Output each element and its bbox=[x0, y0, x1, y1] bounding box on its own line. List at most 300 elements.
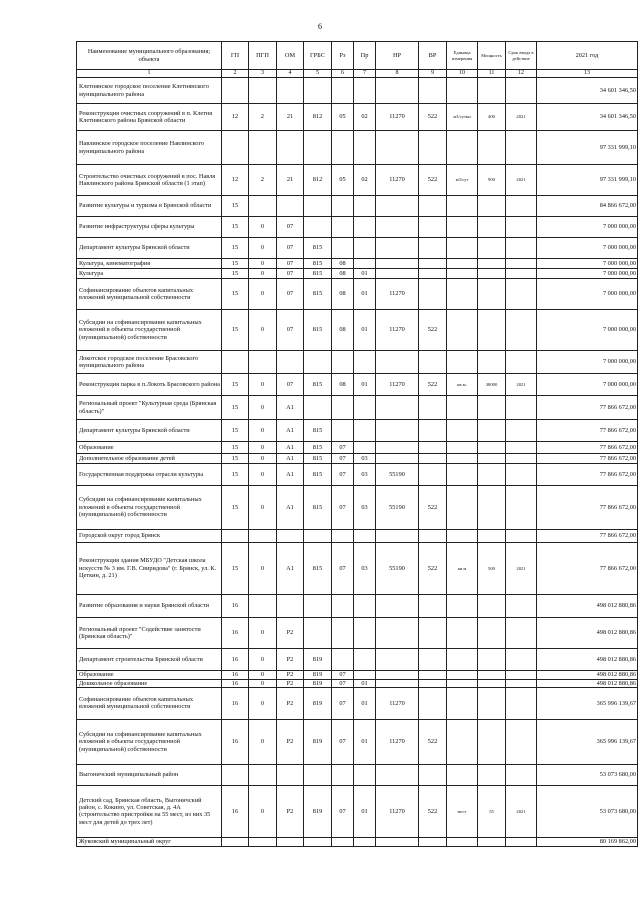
table-row bbox=[77, 78, 638, 104]
column-number: 4 bbox=[277, 70, 304, 78]
rz-code-cell: 07 bbox=[332, 454, 354, 464]
om-code-cell bbox=[277, 351, 304, 374]
capacity-cell: 900 bbox=[478, 165, 506, 196]
object-name-cell: Реконструкция парка в п.Локоть Брасовского района bbox=[77, 374, 222, 396]
pr-code-cell: 01 bbox=[354, 269, 376, 279]
unit-cell bbox=[447, 238, 478, 259]
pr-code-cell: 01 bbox=[354, 785, 376, 837]
table-row bbox=[77, 486, 638, 530]
pr-code-cell bbox=[354, 671, 376, 679]
table-row bbox=[77, 687, 638, 719]
column-number: 11 bbox=[478, 70, 506, 78]
rz-code-cell: 07 bbox=[332, 719, 354, 764]
vr-code-cell: 522 bbox=[419, 310, 447, 351]
object-name-cell: Государственная поддержка отрасли культуры bbox=[77, 464, 222, 486]
om-code-cell: P2 bbox=[277, 687, 304, 719]
vr-code-cell bbox=[419, 442, 447, 454]
nr-code-cell bbox=[376, 649, 419, 671]
amount-2021-cell: 77 866 672,00 bbox=[537, 530, 638, 543]
vr-code-cell bbox=[419, 78, 447, 104]
amount-2021-cell: 97 331 999,10 bbox=[537, 131, 638, 165]
grbs-code-cell: 815 bbox=[304, 259, 332, 269]
rz-code-cell bbox=[332, 238, 354, 259]
rz-code-cell: 08 bbox=[332, 259, 354, 269]
grbs-code-cell bbox=[304, 351, 332, 374]
object-name-cell: Дошкольное образование bbox=[77, 679, 222, 687]
gp-code-cell: 16 bbox=[222, 679, 249, 687]
amount-2021-cell: 498 012 880,86 bbox=[537, 595, 638, 618]
nr-code-cell bbox=[376, 764, 419, 785]
column-header: Пр bbox=[354, 42, 376, 70]
column-header: Мощность bbox=[478, 42, 506, 70]
commission-year-cell bbox=[506, 442, 537, 454]
vr-code-cell: 522 bbox=[419, 104, 447, 131]
capacity-cell bbox=[478, 351, 506, 374]
unit-cell: кв.м. bbox=[447, 374, 478, 396]
om-code-cell: A1 bbox=[277, 454, 304, 464]
grbs-code-cell: 815 bbox=[304, 454, 332, 464]
table-row bbox=[77, 374, 638, 396]
vr-code-cell bbox=[419, 687, 447, 719]
table-row bbox=[77, 454, 638, 464]
capacity-cell bbox=[478, 618, 506, 649]
pr-code-cell: 01 bbox=[354, 310, 376, 351]
unit-cell bbox=[447, 687, 478, 719]
amount-2021-cell: 34 601 346,50 bbox=[537, 78, 638, 104]
amount-2021-cell: 77 866 672,00 bbox=[537, 396, 638, 420]
grbs-code-cell bbox=[304, 396, 332, 420]
pgp-code-cell: 0 bbox=[249, 259, 277, 269]
pr-code-cell: 01 bbox=[354, 687, 376, 719]
object-name-cell: Региональный проект "Содействие занятости (Брянская область)" bbox=[77, 618, 222, 649]
object-name-cell: Департамент строительства Брянской области bbox=[77, 649, 222, 671]
nr-code-cell bbox=[376, 131, 419, 165]
pgp-code-cell: 0 bbox=[249, 679, 277, 687]
capacity-cell bbox=[478, 679, 506, 687]
amount-2021-cell: 53 073 680,00 bbox=[537, 785, 638, 837]
pgp-code-cell: 0 bbox=[249, 442, 277, 454]
capacity-cell bbox=[478, 530, 506, 543]
pr-code-cell bbox=[354, 351, 376, 374]
om-code-cell bbox=[277, 764, 304, 785]
table-row bbox=[77, 420, 638, 442]
commission-year-cell bbox=[506, 764, 537, 785]
capacity-cell: 55 bbox=[478, 785, 506, 837]
nr-code-cell bbox=[376, 196, 419, 217]
column-number: 12 bbox=[506, 70, 537, 78]
nr-code-cell: 55190 bbox=[376, 486, 419, 530]
nr-code-cell bbox=[376, 530, 419, 543]
om-code-cell: P2 bbox=[277, 679, 304, 687]
commission-year-cell bbox=[506, 649, 537, 671]
amount-2021-cell: 7 000 000,00 bbox=[537, 238, 638, 259]
rz-code-cell: 07 bbox=[332, 464, 354, 486]
nr-code-cell bbox=[376, 217, 419, 238]
nr-code-cell bbox=[376, 78, 419, 104]
pgp-code-cell: 0 bbox=[249, 269, 277, 279]
capacity-cell bbox=[478, 442, 506, 454]
object-name-cell: Образование bbox=[77, 671, 222, 679]
column-number: 2 bbox=[222, 70, 249, 78]
pgp-code-cell: 0 bbox=[249, 310, 277, 351]
column-header: НР bbox=[376, 42, 419, 70]
nr-code-cell bbox=[376, 259, 419, 269]
gp-code-cell: 15 bbox=[222, 442, 249, 454]
vr-code-cell bbox=[419, 196, 447, 217]
amount-2021-cell: 77 866 672,00 bbox=[537, 420, 638, 442]
nr-code-cell: 11270 bbox=[376, 279, 419, 310]
pr-code-cell: 02 bbox=[354, 165, 376, 196]
unit-cell bbox=[447, 618, 478, 649]
amount-2021-cell: 77 866 672,00 bbox=[537, 543, 638, 595]
object-name-cell: Субсидии на софинансирование капитальных вложений в объекты государственной (муниципальной) собственности bbox=[77, 719, 222, 764]
gp-code-cell bbox=[222, 530, 249, 543]
pgp-code-cell: 0 bbox=[249, 238, 277, 259]
rz-code-cell bbox=[332, 217, 354, 238]
table-row bbox=[77, 217, 638, 238]
gp-code-cell: 16 bbox=[222, 719, 249, 764]
table-row bbox=[77, 679, 638, 687]
pgp-code-cell bbox=[249, 196, 277, 217]
pgp-code-cell bbox=[249, 78, 277, 104]
column-header: 2021 год bbox=[537, 42, 638, 70]
pgp-code-cell: 2 bbox=[249, 165, 277, 196]
pr-code-cell: 03 bbox=[354, 454, 376, 464]
table-row bbox=[77, 543, 638, 595]
column-header: ГП bbox=[222, 42, 249, 70]
amount-2021-cell: 498 012 880,86 bbox=[537, 671, 638, 679]
amount-2021-cell: 7 000 000,00 bbox=[537, 259, 638, 269]
table-row bbox=[77, 269, 638, 279]
object-name-cell: Клетнянское городское поселение Клетнянского муниципального района bbox=[77, 78, 222, 104]
page-number: 6 bbox=[318, 22, 322, 31]
commission-year-cell bbox=[506, 530, 537, 543]
commission-year-cell bbox=[506, 464, 537, 486]
rz-code-cell: 08 bbox=[332, 279, 354, 310]
unit-cell bbox=[447, 217, 478, 238]
om-code-cell bbox=[277, 131, 304, 165]
grbs-code-cell: 819 bbox=[304, 679, 332, 687]
pr-code-cell bbox=[354, 420, 376, 442]
om-code-cell: 07 bbox=[277, 310, 304, 351]
pgp-code-cell: 0 bbox=[249, 671, 277, 679]
amount-2021-cell: 7 000 000,00 bbox=[537, 279, 638, 310]
gp-code-cell: 15 bbox=[222, 454, 249, 464]
gp-code-cell: 16 bbox=[222, 671, 249, 679]
gp-code-cell: 16 bbox=[222, 618, 249, 649]
amount-2021-cell: 84 866 672,00 bbox=[537, 196, 638, 217]
pgp-code-cell: 0 bbox=[249, 687, 277, 719]
commission-year-cell bbox=[506, 837, 537, 846]
commission-year-cell bbox=[506, 310, 537, 351]
table-row bbox=[77, 530, 638, 543]
column-number: 6 bbox=[332, 70, 354, 78]
capacity-cell bbox=[478, 238, 506, 259]
capacity-cell bbox=[478, 420, 506, 442]
grbs-code-cell: 815 bbox=[304, 442, 332, 454]
gp-code-cell bbox=[222, 351, 249, 374]
vr-code-cell bbox=[419, 351, 447, 374]
vr-code-cell: 522 bbox=[419, 165, 447, 196]
capacity-cell bbox=[478, 269, 506, 279]
amount-2021-cell: 498 012 880,86 bbox=[537, 618, 638, 649]
table-row bbox=[77, 442, 638, 454]
unit-cell bbox=[447, 279, 478, 310]
grbs-code-cell: 815 bbox=[304, 374, 332, 396]
pr-code-cell: 03 bbox=[354, 486, 376, 530]
unit-cell bbox=[447, 595, 478, 618]
column-number: 10 bbox=[447, 70, 478, 78]
nr-code-cell bbox=[376, 420, 419, 442]
pgp-code-cell bbox=[249, 530, 277, 543]
grbs-code-cell: 819 bbox=[304, 785, 332, 837]
unit-cell: м3/сут bbox=[447, 165, 478, 196]
pgp-code-cell bbox=[249, 595, 277, 618]
unit-cell: кв.м bbox=[447, 543, 478, 595]
nr-code-cell: 11270 bbox=[376, 719, 419, 764]
commission-year-cell bbox=[506, 595, 537, 618]
commission-year-cell bbox=[506, 78, 537, 104]
unit-cell bbox=[447, 671, 478, 679]
rz-code-cell: 08 bbox=[332, 269, 354, 279]
grbs-code-cell: 815 bbox=[304, 269, 332, 279]
table-row bbox=[77, 165, 638, 196]
column-header: ОМ bbox=[277, 42, 304, 70]
rz-code-cell bbox=[332, 131, 354, 165]
object-name-cell: Выгоничский муниципальный район bbox=[77, 764, 222, 785]
capacity-cell bbox=[478, 396, 506, 420]
pgp-code-cell: 0 bbox=[249, 719, 277, 764]
pr-code-cell: 01 bbox=[354, 679, 376, 687]
gp-code-cell: 15 bbox=[222, 259, 249, 269]
pr-code-cell bbox=[354, 217, 376, 238]
commission-year-cell bbox=[506, 486, 537, 530]
column-number: 13 bbox=[537, 70, 638, 78]
pgp-code-cell: 0 bbox=[249, 374, 277, 396]
commission-year-cell bbox=[506, 196, 537, 217]
nr-code-cell: 11270 bbox=[376, 165, 419, 196]
header-row bbox=[77, 42, 638, 70]
table-row bbox=[77, 764, 638, 785]
unit-cell bbox=[447, 310, 478, 351]
vr-code-cell bbox=[419, 464, 447, 486]
object-name-cell: Локотское городское поселение Брасовского муниципального района bbox=[77, 351, 222, 374]
commission-year-cell bbox=[506, 671, 537, 679]
nr-code-cell bbox=[376, 351, 419, 374]
gp-code-cell bbox=[222, 764, 249, 785]
object-name-cell: Софинансирование объектов капитальных вложений муниципальной собственности bbox=[77, 687, 222, 719]
om-code-cell: A1 bbox=[277, 442, 304, 454]
grbs-code-cell: 815 bbox=[304, 310, 332, 351]
pgp-code-cell: 0 bbox=[249, 785, 277, 837]
gp-code-cell: 12 bbox=[222, 104, 249, 131]
vr-code-cell bbox=[419, 671, 447, 679]
rz-code-cell bbox=[332, 530, 354, 543]
grbs-code-cell: 815 bbox=[304, 543, 332, 595]
amount-2021-cell: 498 012 880,86 bbox=[537, 649, 638, 671]
pr-code-cell bbox=[354, 238, 376, 259]
capacity-cell bbox=[478, 649, 506, 671]
nr-code-cell bbox=[376, 454, 419, 464]
om-code-cell: 07 bbox=[277, 238, 304, 259]
nr-code-cell bbox=[376, 679, 419, 687]
capacity-cell bbox=[478, 687, 506, 719]
capacity-cell bbox=[478, 719, 506, 764]
commission-year-cell bbox=[506, 420, 537, 442]
capacity-cell bbox=[478, 671, 506, 679]
nr-code-cell: 55190 bbox=[376, 543, 419, 595]
vr-code-cell bbox=[419, 764, 447, 785]
commission-year-cell: 2021 bbox=[506, 543, 537, 595]
om-code-cell: A1 bbox=[277, 396, 304, 420]
pgp-code-cell: 0 bbox=[249, 217, 277, 238]
commission-year-cell bbox=[506, 238, 537, 259]
unit-cell: мест bbox=[447, 785, 478, 837]
gp-code-cell bbox=[222, 837, 249, 846]
pr-code-cell bbox=[354, 764, 376, 785]
pr-code-cell: 01 bbox=[354, 279, 376, 310]
om-code-cell: 07 bbox=[277, 374, 304, 396]
vr-code-cell bbox=[419, 420, 447, 442]
unit-cell bbox=[447, 464, 478, 486]
table-row bbox=[77, 104, 638, 131]
pgp-code-cell bbox=[249, 351, 277, 374]
commission-year-cell bbox=[506, 687, 537, 719]
rz-code-cell bbox=[332, 78, 354, 104]
column-number: 1 bbox=[77, 70, 222, 78]
object-name-cell: Субсидии на софинансирование капитальных вложений в объекты государственной (муниципальной) собственности bbox=[77, 486, 222, 530]
vr-code-cell bbox=[419, 649, 447, 671]
amount-2021-cell: 80 169 862,00 bbox=[537, 837, 638, 846]
unit-cell bbox=[447, 719, 478, 764]
gp-code-cell: 15 bbox=[222, 464, 249, 486]
amount-2021-cell: 53 073 680,00 bbox=[537, 764, 638, 785]
object-name-cell: Развитие образования и науки Брянской области bbox=[77, 595, 222, 618]
column-header: ВР bbox=[419, 42, 447, 70]
object-name-cell: Департамент культуры Брянской области bbox=[77, 238, 222, 259]
pr-code-cell bbox=[354, 131, 376, 165]
rz-code-cell: 05 bbox=[332, 165, 354, 196]
gp-code-cell: 15 bbox=[222, 217, 249, 238]
column-header: ПГП bbox=[249, 42, 277, 70]
gp-code-cell bbox=[222, 78, 249, 104]
capacity-cell bbox=[478, 486, 506, 530]
vr-code-cell bbox=[419, 131, 447, 165]
object-name-cell: Жуковский муниципальный округ bbox=[77, 837, 222, 846]
pgp-code-cell: 0 bbox=[249, 618, 277, 649]
capacity-cell bbox=[478, 78, 506, 104]
pr-code-cell: 03 bbox=[354, 543, 376, 595]
nr-code-cell: 11270 bbox=[376, 374, 419, 396]
column-number-row bbox=[77, 70, 638, 78]
vr-code-cell bbox=[419, 837, 447, 846]
column-number: 7 bbox=[354, 70, 376, 78]
pgp-code-cell: 0 bbox=[249, 543, 277, 595]
object-name-cell: Детский сад, Брянская область, Выгоничский район, с. Кокино, ул. Советская, д. 4А (строительство пристройки на 55 мест, из них 35 мест для детей до трех лет) bbox=[77, 785, 222, 837]
grbs-code-cell: 819 bbox=[304, 649, 332, 671]
object-name-cell: Субсидии на софинансирование капитальных вложений в объекты государственной (муниципальной) собственности bbox=[77, 310, 222, 351]
pgp-code-cell: 0 bbox=[249, 420, 277, 442]
table-row bbox=[77, 259, 638, 269]
grbs-code-cell: 819 bbox=[304, 719, 332, 764]
object-name-cell: Департамент культуры Брянской области bbox=[77, 420, 222, 442]
grbs-code-cell bbox=[304, 530, 332, 543]
pgp-code-cell bbox=[249, 837, 277, 846]
capacity-cell bbox=[478, 259, 506, 269]
pr-code-cell bbox=[354, 78, 376, 104]
table-row bbox=[77, 196, 638, 217]
grbs-code-cell bbox=[304, 78, 332, 104]
table-body bbox=[77, 78, 638, 847]
om-code-cell: P2 bbox=[277, 719, 304, 764]
unit-cell bbox=[447, 269, 478, 279]
capacity-cell: 400 bbox=[478, 104, 506, 131]
column-header: Срок ввода в действие bbox=[506, 42, 537, 70]
pr-code-cell bbox=[354, 196, 376, 217]
vr-code-cell: 522 bbox=[419, 486, 447, 530]
pgp-code-cell bbox=[249, 764, 277, 785]
table-row bbox=[77, 238, 638, 259]
table-row bbox=[77, 279, 638, 310]
commission-year-cell bbox=[506, 396, 537, 420]
unit-cell bbox=[447, 530, 478, 543]
grbs-code-cell: 819 bbox=[304, 687, 332, 719]
pr-code-cell bbox=[354, 396, 376, 420]
grbs-code-cell bbox=[304, 764, 332, 785]
capacity-cell bbox=[478, 217, 506, 238]
table-row bbox=[77, 131, 638, 165]
commission-year-cell bbox=[506, 259, 537, 269]
unit-cell bbox=[447, 442, 478, 454]
table-row bbox=[77, 396, 638, 420]
gp-code-cell: 15 bbox=[222, 486, 249, 530]
rz-code-cell bbox=[332, 351, 354, 374]
om-code-cell bbox=[277, 196, 304, 217]
pgp-code-cell: 0 bbox=[249, 464, 277, 486]
unit-cell bbox=[447, 764, 478, 785]
om-code-cell bbox=[277, 837, 304, 846]
pgp-code-cell: 0 bbox=[249, 486, 277, 530]
amount-2021-cell: 7 000 000,00 bbox=[537, 374, 638, 396]
pr-code-cell bbox=[354, 837, 376, 846]
om-code-cell: 07 bbox=[277, 279, 304, 310]
amount-2021-cell: 498 012 880,86 bbox=[537, 679, 638, 687]
commission-year-cell: 2021 bbox=[506, 165, 537, 196]
unit-cell bbox=[447, 679, 478, 687]
pr-code-cell: 01 bbox=[354, 719, 376, 764]
capacity-cell: 38000 bbox=[478, 374, 506, 396]
gp-code-cell: 15 bbox=[222, 543, 249, 595]
grbs-code-cell bbox=[304, 217, 332, 238]
vr-code-cell bbox=[419, 595, 447, 618]
rz-code-cell bbox=[332, 764, 354, 785]
vr-code-cell: 522 bbox=[419, 374, 447, 396]
amount-2021-cell: 34 601 346,50 bbox=[537, 104, 638, 131]
om-code-cell: 07 bbox=[277, 269, 304, 279]
object-name-cell: Культура bbox=[77, 269, 222, 279]
vr-code-cell: 522 bbox=[419, 785, 447, 837]
object-name-cell: Реконструкция очистных сооружений в п. Клетня Клетнянского района Брянской области bbox=[77, 104, 222, 131]
nr-code-cell: 55190 bbox=[376, 464, 419, 486]
unit-cell bbox=[447, 351, 478, 374]
pr-code-cell bbox=[354, 442, 376, 454]
pr-code-cell bbox=[354, 259, 376, 269]
rz-code-cell: 07 bbox=[332, 671, 354, 679]
rz-code-cell bbox=[332, 595, 354, 618]
grbs-code-cell bbox=[304, 595, 332, 618]
amount-2021-cell: 365 996 139,67 bbox=[537, 687, 638, 719]
grbs-code-cell: 812 bbox=[304, 104, 332, 131]
